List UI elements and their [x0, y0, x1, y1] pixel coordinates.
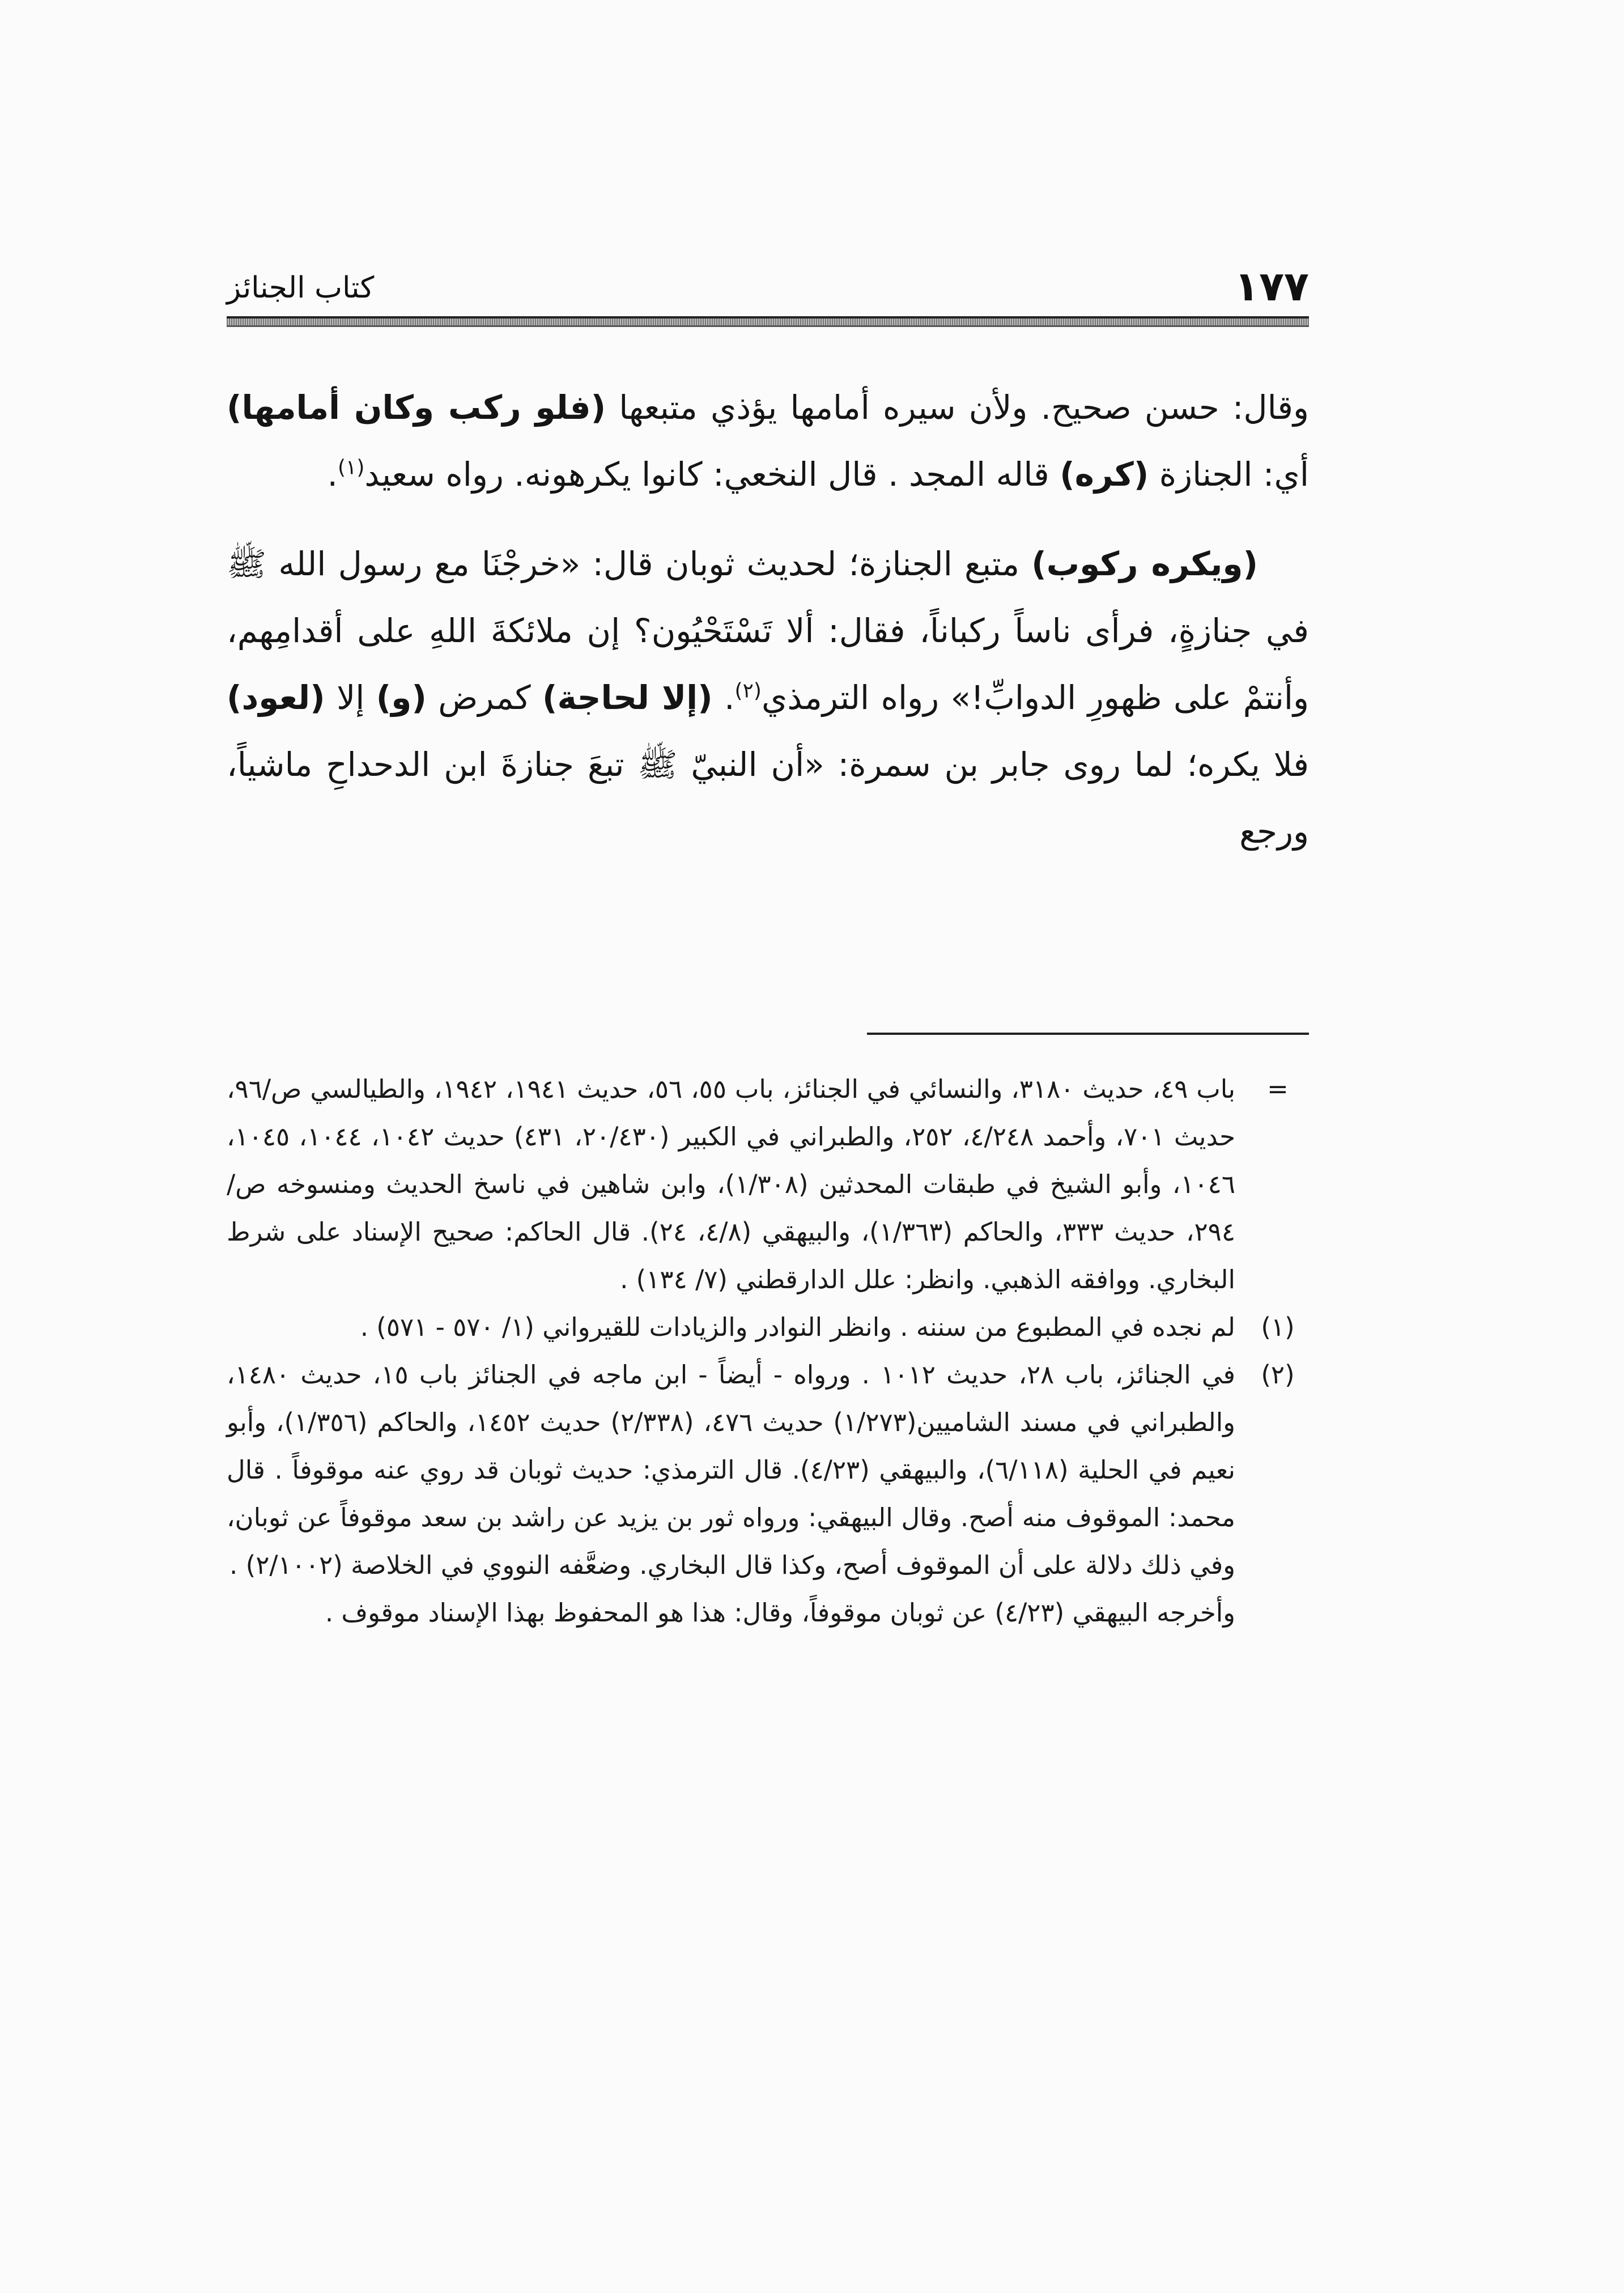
- text-run: .: [327, 455, 338, 494]
- footnote-continuation: [227, 1065, 1309, 1303]
- text-run: .: [712, 678, 735, 717]
- footnote-text: باب ٤٩، حديث ٣١٨٠، والنسائي في الجنائز، باب ٥٥، ٥٦، حديث ١٩٤١، ١٩٤٢، والطيالسي ص/٩٦، حديث ٧٠١، وأحمد ٤/٢٤٨، ٢٥٢، والطبراني في الكبير (٢٠/٤٣٠، ٤٣١) حديث ١٠٤٢، ١٠٤٤، ١٠٤٥، ١٠٤٦، وأبو الشيخ في طبقات المحدثين (١/٣٠٨)، وابن شاهين في ناسخ الحديث ومنسوخه ص/ ٢٩٤، حديث ٣٣٣، والحاكم (١/٣٦٣)، والبيهقي (٤/٨، ٢٤). قال الحاكم: صحيح الإسناد على شرط البخاري. ووافقه الذهبي. وانظر: علل الدارقطني (٧/ ١٣٤) .: [227, 1074, 1236, 1294]
- bold-phrase: (لعود): [227, 678, 325, 717]
- page-number: ١٧٧: [1234, 262, 1309, 310]
- text-run: إلا: [325, 678, 376, 717]
- bold-phrase: (فلو ركب وكان أمامها): [227, 388, 606, 427]
- running-title: كتاب الجنائز: [227, 271, 375, 305]
- paragraph-1: [227, 374, 1309, 508]
- footnote-number: (٢): [1261, 1360, 1295, 1390]
- text-run: كمرض: [426, 678, 543, 717]
- footnotes: [227, 1065, 1309, 1637]
- header-rule: [227, 316, 1309, 327]
- bold-phrase: (كره): [1060, 455, 1149, 494]
- bold-phrase: (ويكره ركوب): [1031, 545, 1258, 583]
- footnote-text: في الجنائز، باب ٢٨، حديث ١٠١٢ . ورواه - أيضاً - ابن ماجه في الجنائز باب ١٥، حديث ١٤٨٠، والطبراني في مسند الشاميين(١/٢٧٣) حديث ٤٧٦، (٢/٣٣٨) حديث ١٤٥٢، والحاكم (١/٣٥٦)، وأبو نعيم في الحلية (٦/١١٨)، والبيهقي (٤/٢٣). قال الترمذي: حديث ثوبان قد روي عنه موقوفاً . قال محمد: الموقوف منه أصح. وقال البيهقي: ورواه ثور بن يزيد عن راشد بن سعد موقوفاً عن ثوبان، وفي ذلك دلالة على أن الموقوف أصح، وكذا قال البخاري. وضعَّفه النووي في الخلاصة (٢/١٠٠٢) .: [227, 1360, 1236, 1580]
- main-text: [227, 374, 1309, 888]
- footnote-ref-2[interactable]: (٢): [734, 679, 762, 703]
- footnote-separator: [867, 1033, 1309, 1035]
- text-run: متبع الجنازة؛ لحديث ثوبان قال: «خرجْنَا مع رسول الله ﷺ في جنازةٍ، فرأى ناساً ركباناً، فقال: ألا تَسْتَحْيُون؟ إن ملائكةَ اللهِ على أقدامِهم، وأنتمْ على ظهورِ الدوابِّ!» رواه الترمذي: [227, 545, 1310, 717]
- footnote-ref-1[interactable]: (١): [337, 456, 365, 479]
- continuation-mark: =: [1267, 1074, 1289, 1104]
- text-run: وقال: حسن صحيح. ولأن سيره أمامها يؤذي متبعها: [606, 388, 1309, 427]
- text-run: أي: الجنازة: [1149, 455, 1309, 494]
- footnote-text: لم نجده في المطبوع من سننه . وانظر النوادر والزيادات للقيرواني (١/ ٥٧٠ - ٥٧١) .: [360, 1312, 1235, 1342]
- paragraph-2: [227, 530, 1309, 865]
- bold-phrase: (إلا لحاجة): [542, 678, 713, 717]
- text-run: قاله المجد . قال النخعي: كانوا يكرهونه. رواه سعيد: [364, 455, 1060, 494]
- footnote-2: [227, 1351, 1309, 1589]
- text-run: فلا يكره؛ لما روى جابر بن سمرة: «أن النبيّ ﷺ تبعَ جنازةَ ابن الدحداحِ ماشياً، ورجع: [227, 745, 1309, 851]
- page-header: [227, 249, 1309, 312]
- footnote-2-continued: وأخرجه البيهقي (٤/٢٣) عن ثوبان موقوفاً، وقال: هذا هو المحفوظ بهذا الإسناد موقوف .: [325, 1598, 1235, 1628]
- footnote-1: [227, 1303, 1309, 1351]
- bold-phrase: (و): [376, 678, 427, 717]
- footnote-number: (١): [1261, 1312, 1295, 1342]
